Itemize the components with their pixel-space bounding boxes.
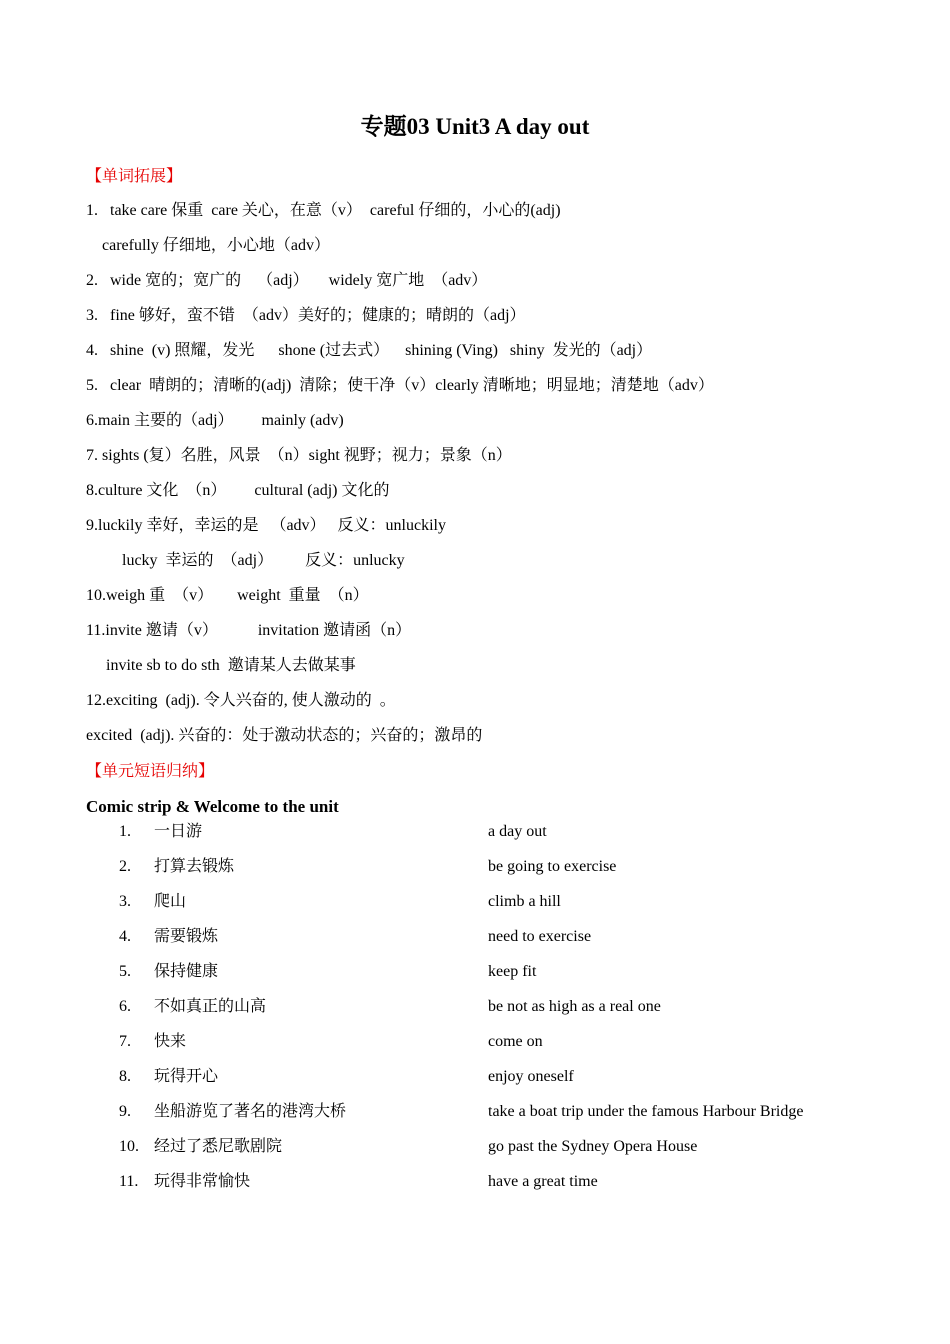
phrase-number: 4. [119,928,131,945]
phrase-english: come on [488,1033,543,1050]
vocab-line: 10.weigh 重 （v） weight 重量 （n） [86,587,369,604]
phrase-number: 2. [119,858,131,875]
subheading: Comic strip & Welcome to the unit [86,797,339,816]
section-heading-phrases: 【单元短语归纳】 [86,763,215,780]
vocab-line: 8.culture 文化 （n） cultural (adj) 文化的 [86,482,390,499]
phrase-number: 10. [119,1138,139,1155]
phrase-chinese: 一日游 [154,823,203,840]
phrase-english: be not as high as a real one [488,998,661,1015]
vocab-line: 6.main 主要的（adj） mainly (adv) [86,412,344,429]
vocab-line: 11.invite 邀请（v） invitation 邀请函（n） [86,622,412,639]
vocab-line: 4. shine (v) 照耀，发光 shone (过去式） shining (Ving) shiny 发光的（adj） [86,342,653,359]
vocab-line: 1. take care 保重 care 关心，在意（v） careful 仔细的，小心的(adj) [86,202,561,219]
vocab-line: 9.luckily 幸好，幸运的是 （adv） 反义：unluckily [86,517,446,534]
vocab-line: 5. clear 晴朗的；清晰的(adj) 清除；使干净（v）clearly 清晰地；明显地；清楚地（adv） [86,377,714,394]
phrase-number: 7. [119,1033,131,1050]
phrase-english: be going to exercise [488,858,617,875]
phrase-number: 1. [119,823,131,840]
phrase-chinese: 需要锻炼 [154,928,219,945]
phrase-chinese: 坐船游览了著名的港湾大桥 [154,1103,347,1120]
phrase-number: 5. [119,963,131,980]
vocab-line: carefully 仔细地，小心地（adv） [86,237,330,254]
vocab-line: invite sb to do sth 邀请某人去做某事 [86,657,356,674]
vocab-line: excited (adj). 兴奋的：处于激动状态的；兴奋的；激昂的 [86,727,483,744]
vocab-line: 12.exciting (adj). 令人兴奋的, 使人激动的 。 [86,692,396,709]
vocab-line: lucky 幸运的 （adj） 反义：unlucky [86,552,405,569]
phrase-english: go past the Sydney Opera House [488,1138,698,1155]
phrase-number: 6. [119,998,131,1015]
page-title: 专题03 Unit3 A day out [360,114,590,139]
phrase-english: enjoy oneself [488,1068,574,1085]
phrase-english: need to exercise [488,928,592,945]
phrase-number: 11. [119,1173,139,1190]
vocab-line: 7. sights (复）名胜，风景 （n）sight 视野；视力；景象（n） [86,447,512,464]
section-heading-vocab: 【单词拓展】 [86,168,183,185]
phrase-english: have a great time [488,1173,598,1190]
vocab-line: 2. wide 宽的；宽广的 （adj） widely 宽广地 （adv） [86,272,488,289]
phrase-english: take a boat trip under the famous Harbour Bridge [488,1103,804,1120]
phrase-chinese: 经过了悉尼歌剧院 [154,1138,283,1155]
vocab-line: 3. fine 够好，蛮不错 （adv）美好的；健康的；晴朗的（adj） [86,307,526,324]
phrase-english: a day out [488,823,547,840]
phrase-english: keep fit [488,963,537,980]
phrase-chinese: 玩得开心 [154,1068,219,1085]
phrase-number: 9. [119,1103,131,1120]
phrase-chinese: 打算去锻炼 [154,858,235,875]
phrase-english: climb a hill [488,893,561,910]
phrase-chinese: 保持健康 [154,963,219,980]
phrase-number: 3. [119,893,131,910]
phrase-chinese: 玩得非常愉快 [154,1173,251,1190]
phrase-chinese: 快来 [154,1033,187,1050]
phrase-chinese: 不如真正的山高 [154,998,267,1015]
phrase-number: 8. [119,1068,131,1085]
phrase-chinese: 爬山 [154,893,187,910]
